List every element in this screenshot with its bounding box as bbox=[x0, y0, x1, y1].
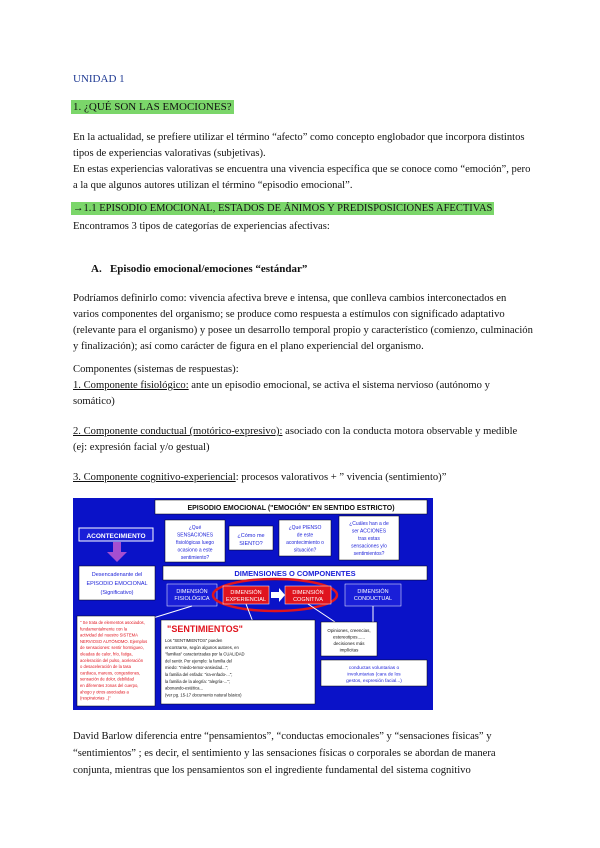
cond-line: gestos, expresión facial...) bbox=[346, 679, 402, 684]
cogn-line: decisiones más bbox=[333, 641, 365, 646]
dim4-line: DIMENSIÓN bbox=[357, 589, 389, 595]
definition-paragraph: Podríamos definirlo como: vivencia afectiva breve e intensa, que conlleva cambios interconectados en varios componentes del organismo; se produce como respuesta a estímulos con significado adaptativo (relevante para el organismo) y posee un desarrollo temporal propio y característico (comienzo, culminación y finalización); así como carácter de figura en el plano experiencial del organismo. bbox=[73, 293, 533, 352]
subheading-a bbox=[91, 263, 307, 275]
fisio-line: aceleración del pulso, aceleración bbox=[80, 657, 144, 663]
sent-line: Los "SENTIMIENTOS" pueden bbox=[165, 638, 223, 643]
subheading-letter: A. bbox=[91, 263, 102, 275]
q1-line: ¿Qué bbox=[188, 525, 202, 531]
fisio-line: fundamentalmente con la bbox=[80, 626, 128, 632]
q4-line: sentimientos? bbox=[353, 551, 385, 557]
unit-title: UNIDAD 1 bbox=[73, 73, 125, 85]
sent-line: del sentir. Por ejemplo: la familia del bbox=[165, 658, 233, 664]
fisio-line: (respiratorias ..)" bbox=[80, 695, 111, 701]
sent-line: (ver pg. 15-17 documento natural básico) bbox=[165, 692, 242, 698]
q3-line: acontecimiento o bbox=[286, 540, 324, 546]
q3-line: de este bbox=[296, 532, 314, 539]
cond-line: conductas voluntarias o bbox=[348, 666, 400, 671]
q3-line: situación? bbox=[293, 547, 317, 554]
q3-line: ¿Qué PIENSO bbox=[288, 525, 322, 531]
fisio-line: o desaceleración de la tasa bbox=[80, 664, 131, 670]
sent-line: la familia del enfado: "ira-enfado-..."; bbox=[165, 672, 233, 677]
sent-line: la familia de la alegría: "alegría-..."; bbox=[165, 678, 230, 684]
q4-line: ser ACCIONES bbox=[351, 528, 387, 535]
q2-line: SIENTO? bbox=[239, 541, 263, 547]
q1-line: ocasiono a este bbox=[177, 547, 213, 554]
closing-paragraph: David Barlow diferencia entre “pensamientos”, “conductas emocionales” y “sensaciones físicas” y “sentimientos” ; es decir, el sentimiento y las sensaciones físicas o corporales se abordan de manera conjunta, mientras que los pensamientos son el ingrediente fundamental del sistema cognitivo bbox=[73, 731, 496, 776]
fisio-line: ahogo y otros asociadas a bbox=[80, 689, 129, 695]
sent-line: encontrarse, según algunos autores, en bbox=[165, 644, 239, 650]
dim3-line: DIMENSIÓN bbox=[292, 590, 324, 596]
acontecimiento-label: ACONTECIMIENTO bbox=[86, 533, 146, 540]
sent-line: abonando-estética... bbox=[165, 685, 203, 691]
sent-line: miedo: "miedo-temor-ansiedad..."; bbox=[165, 665, 229, 671]
trigger-line: (Significativo) bbox=[100, 590, 134, 596]
cogn-line: implícitas bbox=[339, 647, 359, 653]
fisio-line: sensación de dolor, debilidad bbox=[80, 676, 135, 682]
q4-line: ¿Cuáles han a de bbox=[349, 521, 389, 527]
dim1-line: FISIOLÓGICA bbox=[174, 596, 210, 602]
components-title: Componentes (sistemas de respuestas): bbox=[73, 364, 239, 375]
fisio-line: oleadas de calor, frío, fatiga, bbox=[80, 651, 133, 657]
dim2-line: EXPERIENCIAL bbox=[225, 597, 267, 603]
intro-paragraph-2: En estas experiencias valorativas se encuentra una vivencia específica que se conoce como “emoción”, pero a la que algunos autores utilizan el término “episodio emocional”. bbox=[73, 164, 531, 191]
component-2: 2. Componente conductual (motórico-expresivo): asociado con la conducta motora observable y medible (ej: expresión facial y/o gestual) bbox=[73, 426, 518, 453]
component-3-line: 3. Componente cognitivo-experiencial: procesos valorativos + ” vivencia (sentimiento)” bbox=[73, 472, 447, 483]
fisio-line: NERVIOSO AUTÓNOMO. Ejemplos bbox=[80, 638, 148, 644]
component-1: 1. Componente fisiológico: ante un episodio emocional, se activa el sistema nervioso (autónomo y somático) bbox=[73, 380, 490, 407]
section-heading-1: 1. ¿QUÉ SON LAS EMOCIONES? bbox=[73, 101, 232, 113]
q4-line: tras estas bbox=[358, 536, 380, 542]
q1-line: fisiológicas luego bbox=[175, 540, 215, 546]
trigger-line: EPISODIO EMOCIONAL bbox=[86, 581, 148, 587]
cogn-line: estereotipos...... bbox=[332, 634, 366, 640]
behavioral-description bbox=[346, 665, 402, 684]
fisio-line: actividad del nuestro SISTEMA bbox=[80, 632, 138, 638]
dim2-line: DIMENSIÓN bbox=[230, 590, 262, 596]
dim3-line: COGNITIVA bbox=[293, 597, 323, 603]
section-heading-2: →1.1 EPISODIO EMOCIONAL, ESTADOS DE ÁNIMOS Y PREDISPOSICIONES AFECTIVAS bbox=[73, 203, 493, 214]
section-intro: Encontramos 3 tipos de categorías de experiencias afectivas: bbox=[73, 221, 330, 232]
fisio-line: cardiaca, mareos, congestiones, bbox=[80, 670, 141, 676]
dim4-line: CONDUCTUAL bbox=[353, 596, 393, 602]
q2-line: ¿Cómo me bbox=[237, 533, 265, 539]
sent-line: "familias" caracterizadas por la CUALIDAD bbox=[165, 651, 245, 657]
trigger-line: Desencadenante del bbox=[91, 572, 143, 578]
fisio-line: " Se trata de elementos asociados, bbox=[80, 620, 145, 625]
diagram-title: EPISODIO EMOCIONAL ("EMOCIÓN" EN SENTIDO ESTRICTO) bbox=[187, 505, 395, 512]
subheading-title: Episodio emocional/emociones “estándar” bbox=[109, 263, 308, 275]
cogn-line: Opiniones, creencias, bbox=[327, 628, 371, 633]
dimensions-banner: DIMENSIONES O COMPONENTES bbox=[234, 569, 356, 578]
q4-line: sensaciones y/o bbox=[351, 543, 387, 550]
fisio-line: de sensaciones: sentir hormigueo, bbox=[80, 645, 144, 651]
q1-line: sentimiento? bbox=[180, 555, 210, 561]
feelings-title: "SENTIMIENTOS" bbox=[167, 624, 243, 634]
intro-paragraph-1: En la actualidad, se prefiere utilizar el término “afecto” como concepto englobador que incorpora distintos tipos de experiencias valorativas (subjetivas). bbox=[73, 132, 525, 159]
q1-line: SENSACIONES bbox=[176, 532, 214, 539]
fisio-line: en diferentes zonas del cuerpo, bbox=[80, 683, 139, 688]
emotional-episode-diagram bbox=[73, 498, 433, 710]
dim1-line: DIMENSIÓN bbox=[176, 589, 208, 595]
cond-line: involuntarias (cara de los bbox=[347, 672, 401, 678]
